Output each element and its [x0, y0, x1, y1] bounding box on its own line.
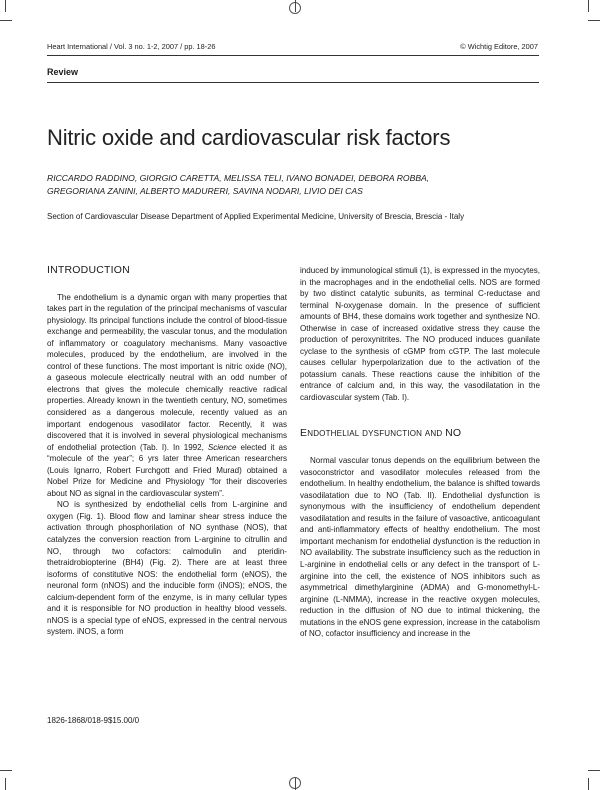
body-paragraph: The endothelium is a dynamic organ with many properties that takes part in the regulation of the principal mechanisms of vascular physiology. Its principal functions include the control of blood-tissue exchange and permeability, the vascular tonus, and the modulation of inflammatory or coagulatory mechanisms. Many vasoactive molecules, produced by the endothelium, are involved in the control of these functions. The most important is nitric oxide (NO), a gaseous molecule electrically neutral with an odd number of electrons that gives the molecule chemically reactive radical properties. Already known in the twentieth century, NO, sometimes considered as a dangerous molecule, recently valued as an important endogenous vasodilator factor. Recently, it was discovered that it is involved in several physiological mechanisms of endothelial protection (Tab. I). In 1992, Science elected it as “molecule of the year”; 6 yrs later three American researchers (Louis Ignarro, Robert Furchgott and Fried Murad) obtained a Nobel Prize for Medicine and Physiology “for their discoveries about NO as signal in the cardiovascular system”. [47, 292, 287, 498]
affiliation: Section of Cardiovascular Disease Department of Applied Experimental Medicine, University of Brescia, Brescia - Italy [47, 212, 465, 221]
crop-mark [588, 20, 600, 21]
body-paragraph: NO is synthesized by endothelial cells from L-arginine and oxygen (Fig. 1). Blood flow and laminar shear stress induce the activation through phosphorilation of NO synthase (NOS), that catalyzes the conversion reaction from L-arginine to citrullin and NO, through two cofactors: calmodulin and pteridin-thetraidrobiopterine (BH4) (Fig. 2). There are at least three isoforms of constitutive NOS: the endothelial form (eNOS), the neuronal form (nNOS) and the inducible form (iNOS); eNOS, the calcium-dependent form of the enzyme, is in many cellular types and it is responsible for NO production in healthy blood vessels. nNOS is a special type of eNOS, expressed in the central nervous system. iNOS, a form [47, 500, 287, 637]
crop-mark [5, 0, 6, 12]
header-rule [47, 55, 539, 56]
crop-mark [588, 778, 589, 790]
body-paragraph: Normal vascular tonus depends on the equilibrium between the vasoconstrictor and vasodilator molecules released from the endothelium. In healthy endothelium, the balance is shifted towards vasodilatation due to NO (Tab. II). Endothelial dysfunction is synonymous with the insufficiency of endothelium dependent vasodilatation and results in the failure of vasoactive, anticoagulant and anti-inflammatory effects of healthy endothelium. The most important mechanism for endothelial dysfunction is the reduction in NO availability. The substrate insufficiency such as the reduction in L-arginine in endothelial cells or any defect in the transport of L-arginine into the cell, the existence of NOS inhibitors such as asymmetrical dimethylarginine (ADMA) and G-monomethyl-L-arginine (L-NMMA), increase in the reactive oxygen molecules, reduction in the diffusion of NO due to intimal thickening, the mutations in the eNOS gene expression, increase in the catabolism of NO, cofactor insufficiency and increase in the [300, 456, 540, 639]
crop-mark [295, 778, 296, 790]
author-list [47, 172, 547, 197]
body-paragraph: induced by immunological stimuli (1), is expressed in the myocytes, in the macrophages and in the endothelial cells. NOS are formed by two distinct catalytic subunits, as terminal C-reductase and terminal N-oxygenase domain. In the presence of sufficient amounts of BH4, these domains work together and synthesize NO. Otherwise in case of increased oxidative stress they cause the production of peroxynitrites. The NO produced induces guanilate cyclase to the synthesis of cGMP from cGTP. The last molecule causes cellular hyperpolarization due to the activation of the potassium canals. These reactions cause the inhibition of the entrance of calcium and, in this way, the vasodilatation in the cardiovascular system (Tab. I). [300, 266, 540, 403]
crop-mark [588, 0, 589, 12]
crop-mark [295, 0, 296, 12]
left-column [47, 265, 287, 638]
footer-code: 1826-1868/018-9$15.00/0 [47, 716, 140, 725]
crop-mark [588, 770, 600, 771]
crop-mark [0, 770, 12, 771]
crop-mark [5, 778, 6, 790]
author-line: RICCARDO RADDINO, GIORGIO CARETTA, MELISSA TELI, IVANO BONADEI, DEBORA ROBBA, [47, 173, 430, 183]
author-line: GREGORIANA ZANINI, ALBERTO MADURERI, SAVINA NODARI, LIVIO DEI CAS [47, 185, 363, 196]
article-title: Nitric oxide and cardiovascular risk factors [47, 125, 451, 150]
section-rule [47, 82, 539, 83]
crop-mark [0, 20, 12, 21]
section-label: Review [47, 67, 79, 77]
copyright-notice: © Wichtig Editore, 2007 [460, 42, 538, 51]
introduction-heading: INTRODUCTION [47, 264, 130, 276]
journal-citation: Heart International / Vol. 3 no. 1-2, 2007 / pp. 18-26 [47, 42, 216, 51]
right-column [300, 265, 540, 640]
subsection-heading: ENDOTHELIAL DYSFUNCTION AND NO [300, 426, 462, 439]
